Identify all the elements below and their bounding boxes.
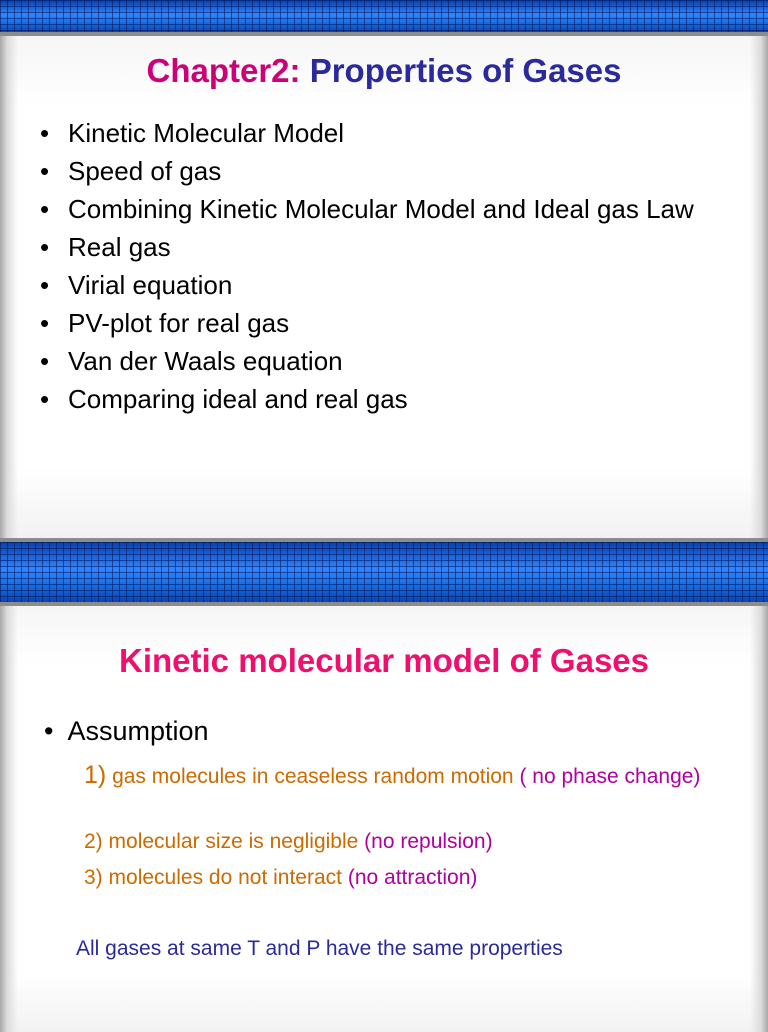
slide-1-title <box>0 52 768 90</box>
top-decorative-band <box>0 0 768 32</box>
assumption-heading: • Assumption <box>44 716 209 746</box>
list-item: • Kinetic Molecular Model <box>40 118 345 148</box>
bullet-icon: • <box>40 308 50 338</box>
middle-decorative-band <box>0 542 768 602</box>
list-item: • Van der Waals equation <box>40 346 343 376</box>
list-item: • Speed of gas <box>40 156 222 186</box>
assumption-item-2: 2) molecular size is negligible (no repulsion) <box>84 830 493 853</box>
bullet-icon: • <box>44 716 54 746</box>
chapter-label: Chapter2: <box>146 52 301 89</box>
slide-2-title: Kinetic molecular model of Gases <box>119 642 649 679</box>
topic-list <box>40 118 720 422</box>
bullet-icon: • <box>40 118 50 148</box>
list-item: • Real gas <box>40 232 171 262</box>
list-item: • PV-plot for real gas <box>40 308 290 338</box>
assumption-item-1: 1) gas molecules in ceaseless random motion ( no phase change) <box>84 761 701 789</box>
bullet-icon: • <box>40 270 50 300</box>
bullet-icon: • <box>40 346 50 376</box>
list-item: • Combining Kinetic Molecular Model and Ideal gas Law <box>40 194 694 224</box>
assumption-item-3: 3) molecules do not interact (no attraction) <box>84 866 478 889</box>
list-item: • Virial equation <box>40 270 233 300</box>
chapter-title: Properties of Gases <box>309 52 622 89</box>
bullet-icon: • <box>40 384 50 414</box>
bullet-icon: • <box>40 156 50 186</box>
summary-note: All gases at same T and P have the same properties <box>76 937 563 960</box>
bullet-icon: • <box>40 232 50 262</box>
bullet-icon: • <box>40 194 50 224</box>
list-item: • Comparing ideal and real gas <box>40 384 408 414</box>
